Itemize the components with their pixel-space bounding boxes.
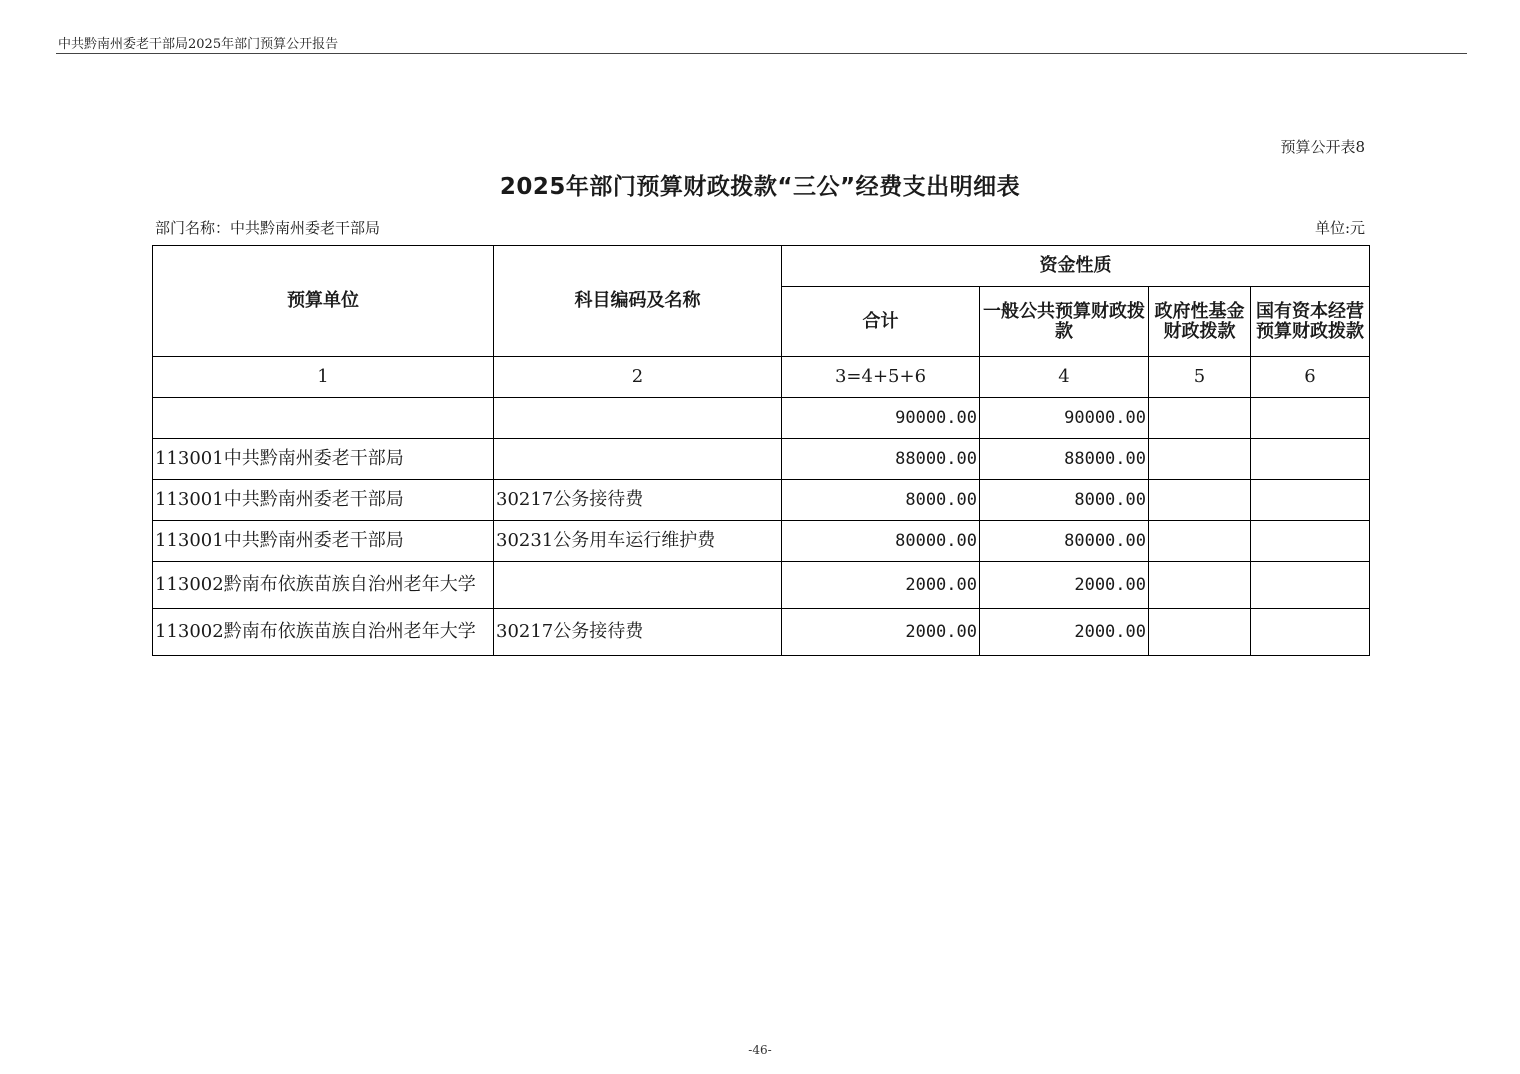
page-title: 2025年部门预算财政拨款“三公”经费支出明细表	[499, 174, 1021, 200]
header-budget-unit: 预算单位	[153, 246, 494, 357]
index-cell: 4	[980, 357, 1149, 398]
cell-unit: 113002黔南布依族苗族自治州老年大学	[153, 562, 494, 609]
table-row	[153, 398, 1370, 439]
department-label: 部门名称：中共黔南州委老干部局	[155, 219, 381, 237]
index-cell: 3=4+5+6	[782, 357, 980, 398]
cell-state-capital	[1251, 562, 1370, 609]
three-public-expense-table	[152, 245, 1370, 656]
index-cell: 2	[494, 357, 782, 398]
cell-unit: 113001中共黔南州委老干部局	[153, 521, 494, 562]
header-gov-fund: 政府性基金财政拨款	[1149, 287, 1251, 357]
cell-general: 8000.00	[980, 480, 1149, 521]
cell-subject: 30217公务接待费	[494, 609, 782, 656]
page-number: -46-	[748, 1043, 772, 1057]
cell-gov-fund	[1149, 609, 1251, 656]
running-header: 中共黔南州委老干部局2025年部门预算公开报告	[58, 37, 339, 52]
cell-unit	[153, 398, 494, 439]
cell-gov-fund	[1149, 562, 1251, 609]
cell-state-capital	[1251, 398, 1370, 439]
cell-gov-fund	[1149, 398, 1251, 439]
header-general-budget: 一般公共预算财政拨款	[980, 287, 1149, 357]
cell-total: 88000.00	[782, 439, 980, 480]
cell-gov-fund	[1149, 480, 1251, 521]
index-cell: 6	[1251, 357, 1370, 398]
index-cell: 1	[153, 357, 494, 398]
header-fund-nature: 资金性质	[782, 246, 1370, 287]
cell-general: 80000.00	[980, 521, 1149, 562]
cell-state-capital	[1251, 480, 1370, 521]
cell-general: 2000.00	[980, 609, 1149, 656]
cell-gov-fund	[1149, 439, 1251, 480]
cell-subject	[494, 439, 782, 480]
cell-state-capital	[1251, 439, 1370, 480]
table-row	[153, 439, 1370, 480]
table-number: 预算公开表8	[1280, 138, 1365, 156]
table-row	[153, 609, 1370, 656]
cell-general: 2000.00	[980, 562, 1149, 609]
cell-total: 90000.00	[782, 398, 980, 439]
header-state-capital: 国有资本经营预算财政拨款	[1251, 287, 1370, 357]
cell-total: 2000.00	[782, 562, 980, 609]
table-row	[153, 480, 1370, 521]
header-total: 合计	[782, 287, 980, 357]
cell-subject	[494, 562, 782, 609]
cell-state-capital	[1251, 609, 1370, 656]
column-index-row	[153, 357, 1370, 398]
cell-subject: 30231公务用车运行维护费	[494, 521, 782, 562]
unit-label: 单位:元	[1314, 219, 1365, 237]
index-cell: 5	[1149, 357, 1251, 398]
cell-total: 8000.00	[782, 480, 980, 521]
table-row	[153, 521, 1370, 562]
cell-gov-fund	[1149, 521, 1251, 562]
cell-subject	[494, 398, 782, 439]
cell-general: 88000.00	[980, 439, 1149, 480]
cell-general: 90000.00	[980, 398, 1149, 439]
table-row	[153, 562, 1370, 609]
cell-total: 2000.00	[782, 609, 980, 656]
header-rule	[56, 53, 1467, 54]
cell-state-capital	[1251, 521, 1370, 562]
cell-unit: 113001中共黔南州委老干部局	[153, 439, 494, 480]
header-subject: 科目编码及名称	[494, 246, 782, 357]
cell-unit: 113002黔南布依族苗族自治州老年大学	[153, 609, 494, 656]
cell-total: 80000.00	[782, 521, 980, 562]
cell-subject: 30217公务接待费	[494, 480, 782, 521]
cell-unit: 113001中共黔南州委老干部局	[153, 480, 494, 521]
